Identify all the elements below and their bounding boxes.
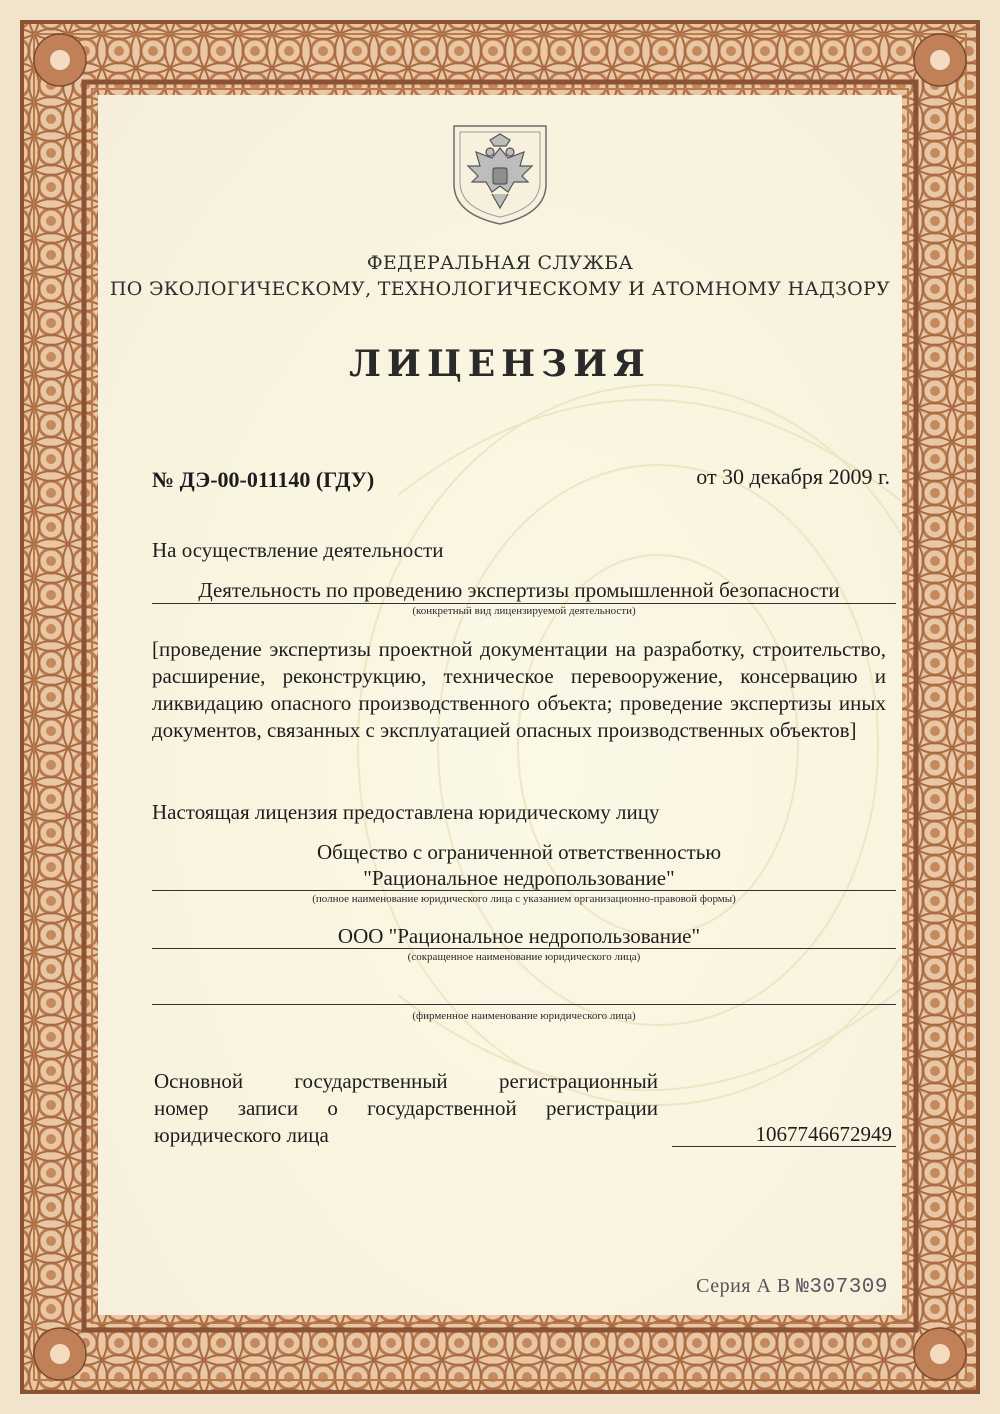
license-number: № ДЭ-00-011140 (ГДУ) xyxy=(152,467,375,492)
registration-label-line2: номер записи о государственной регистрации xyxy=(154,1096,658,1120)
trade-name-underline xyxy=(152,1004,896,1005)
registration-label xyxy=(154,1068,658,1149)
activity-description: [проведение экспертизы проектной документации на разработку, строительство, расширение, реконструкцию, техническое перевооружение, консервацию и ликвидацию опасного производственного объекта; проведение экспертизы иных документов, связанных с эксплуатацией опасных производственных объектов] xyxy=(152,637,886,742)
series-label: Серия А В xyxy=(696,1275,791,1297)
full-name-underline xyxy=(152,890,896,891)
activity-type: Деятельность по проведению экспертизы промышленной безопасности xyxy=(198,578,840,602)
licensee-full-name-line1: Общество с ограниченной ответственностью xyxy=(316,840,722,864)
short-name-underline xyxy=(152,948,896,949)
registration-label-line1: Основной государственный регистрационный xyxy=(154,1069,658,1093)
activity-type-underline xyxy=(152,603,896,604)
activity-type-caption: (конкретный вид лицензируемой деятельности) xyxy=(412,605,636,617)
agency-name-line1: ФЕДЕРАЛЬНАЯ СЛУЖБА xyxy=(366,252,634,274)
series-stamp xyxy=(696,1275,888,1299)
license-date: от 30 декабря 2009 г. xyxy=(696,464,890,489)
document-title: ЛИЦЕНЗИЯ xyxy=(349,343,651,385)
licensee-intro: Настоящая лицензия предоставлена юридическому лицу xyxy=(152,800,660,824)
licensee-full-name-line2: "Рациональное недропользование" xyxy=(363,866,675,890)
ogrn-value: 1067746672949 xyxy=(755,1122,892,1146)
registration-label-line3: юридического лица xyxy=(154,1123,329,1147)
series-number: №307309 xyxy=(796,1276,888,1299)
ogrn-underline xyxy=(672,1146,896,1147)
full-name-caption: (полное наименование юридического лица с указанием организационно-правовой формы) xyxy=(312,893,736,905)
agency-name-line2: ПО ЭКОЛОГИЧЕСКОМУ, ТЕХНОЛОГИЧЕСКОМУ И АТОМНОМУ НАДЗОРУ xyxy=(109,278,891,300)
licensee-short-name: ООО "Рациональное недропользование" xyxy=(337,924,701,948)
trade-name-caption: (фирменное наименование юридического лица) xyxy=(412,1010,636,1022)
short-name-caption: (сокращенное наименование юридического лица) xyxy=(407,951,641,963)
activity-intro: На осуществление деятельности xyxy=(152,538,444,562)
coat-of-arms-icon xyxy=(446,122,554,228)
